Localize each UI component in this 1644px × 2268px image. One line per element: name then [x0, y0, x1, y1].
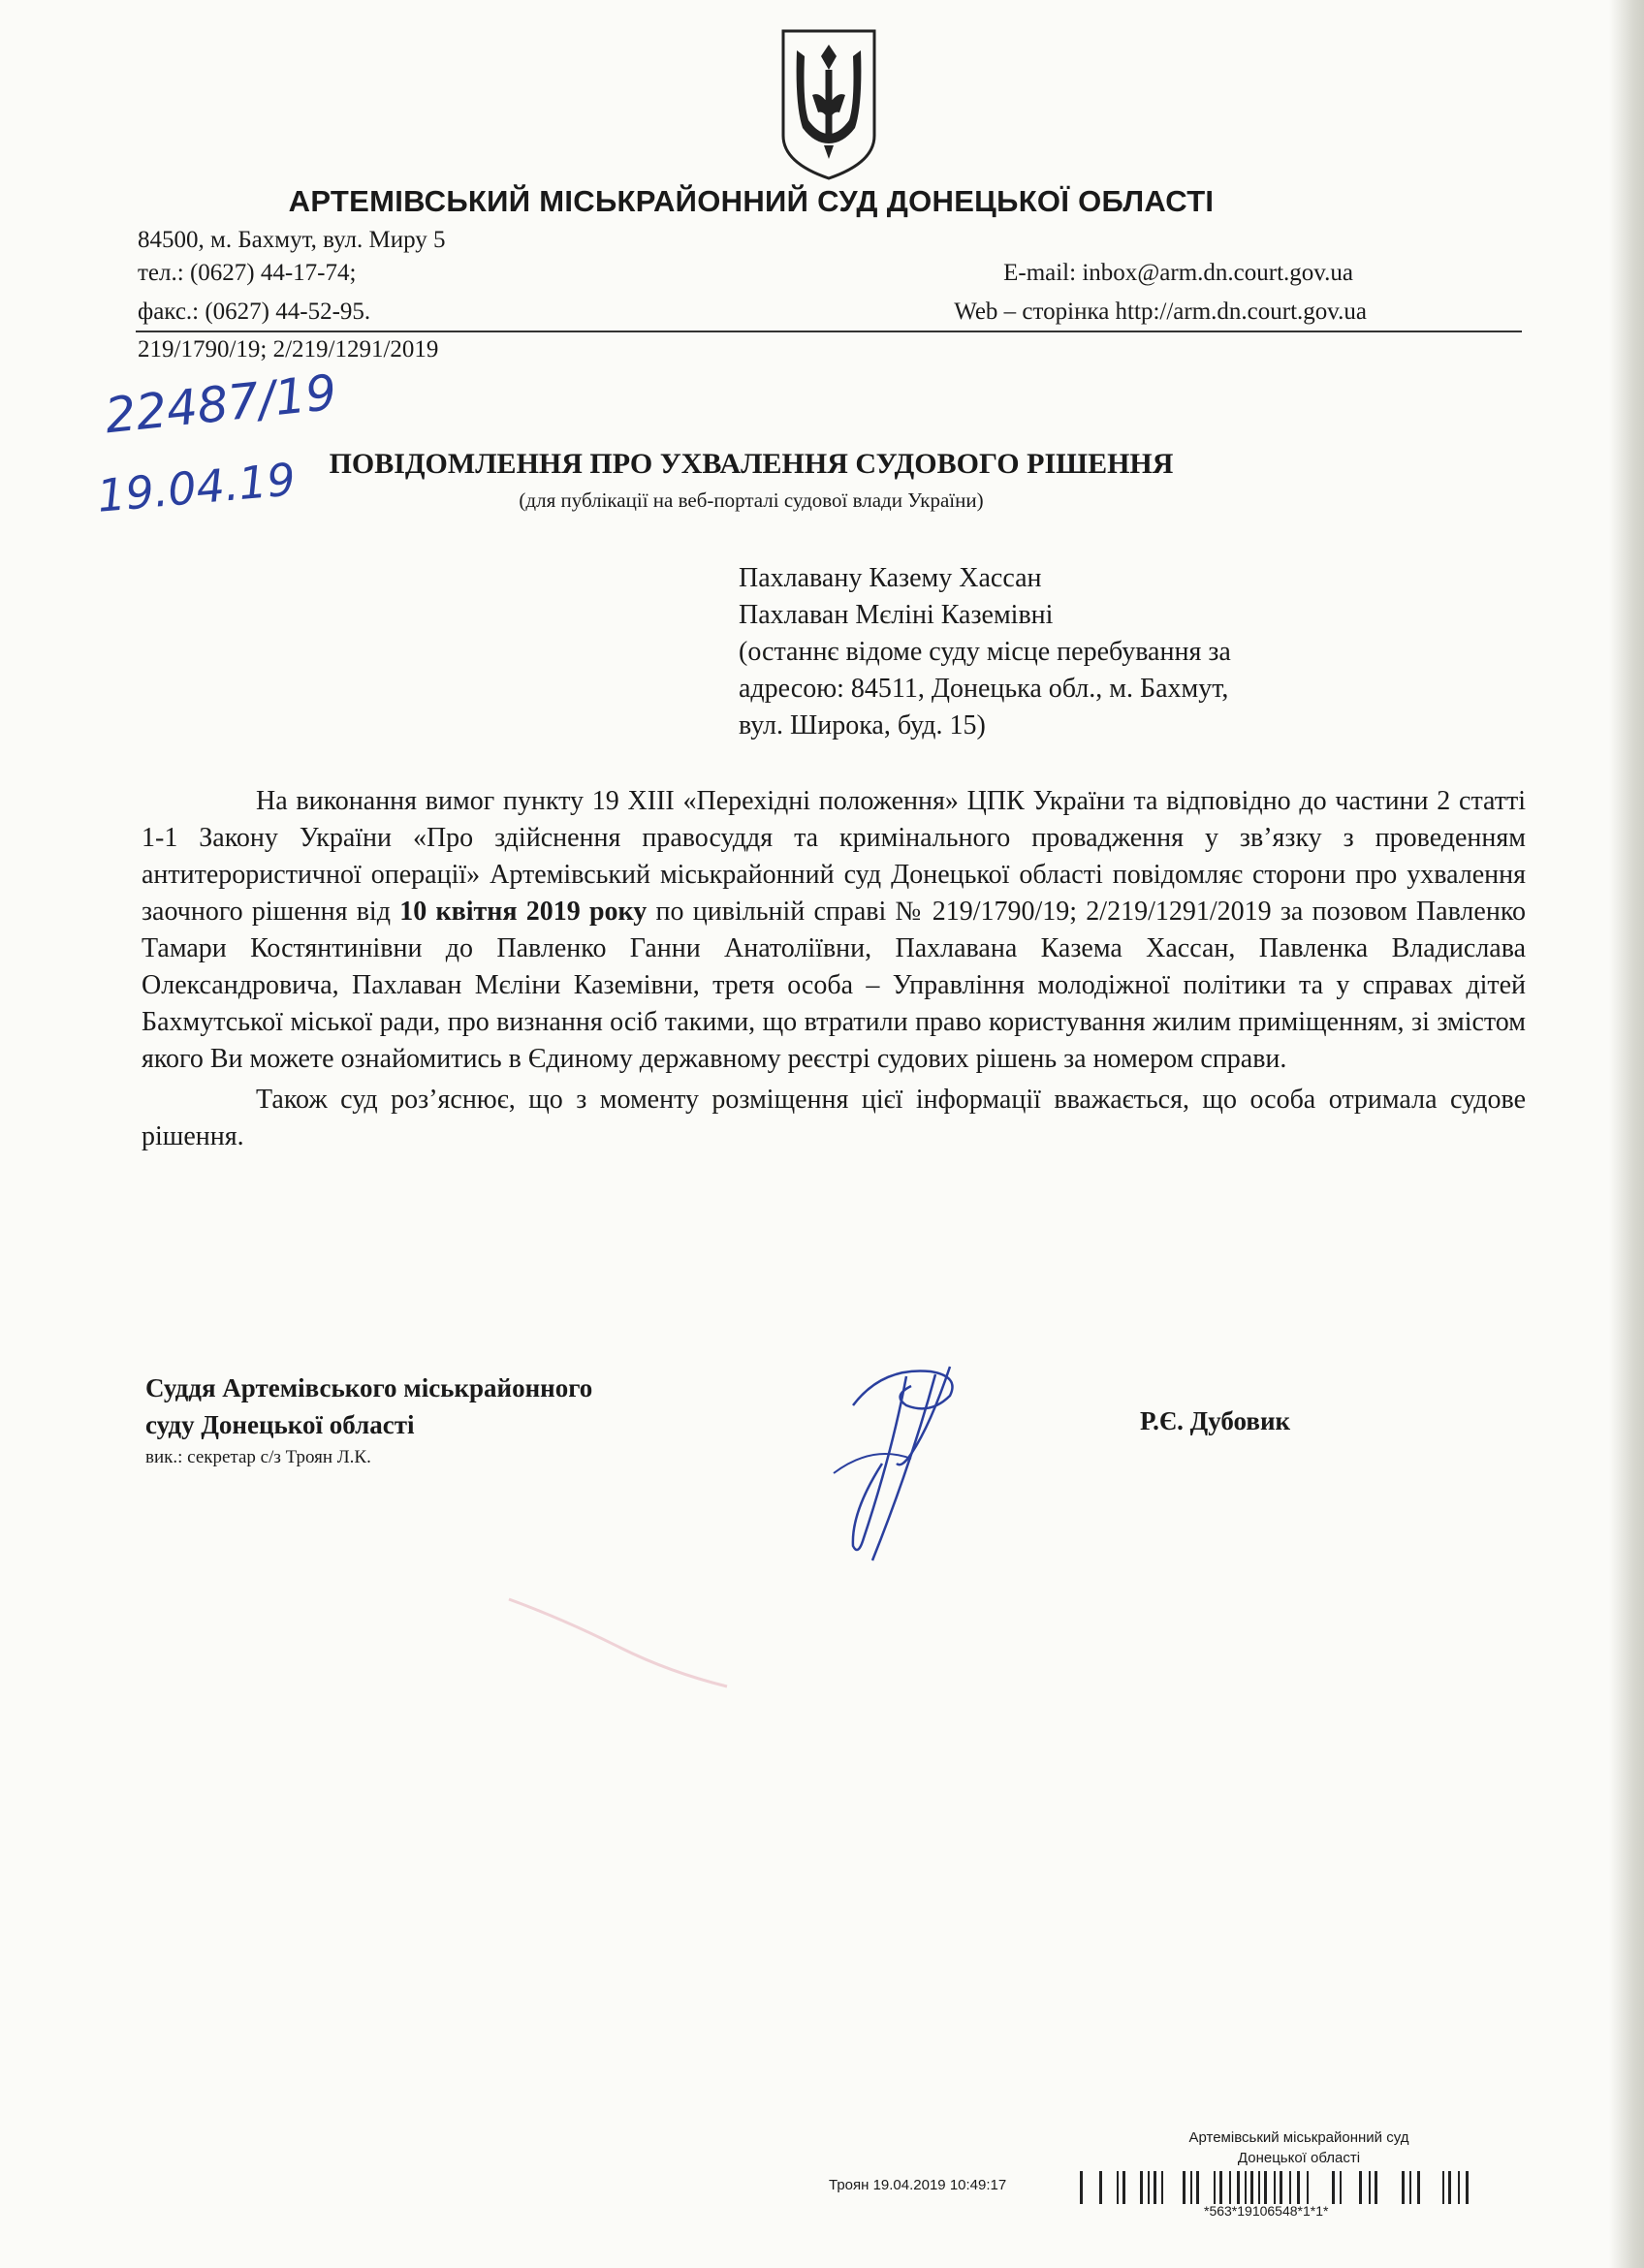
body-paragraph: Також суд роз’яснює, що з моменту розміщення цієї інформації вважається, що особа отримала судове рішення. — [142, 1085, 1526, 1151]
judge-role-line: Суддя Артемівського міськрайонного — [145, 1373, 593, 1402]
scan-edge-shadow — [1609, 0, 1644, 2268]
header-divider — [136, 331, 1522, 332]
body-text: На виконання вимог пункту 19 XIII «Перехідні положення» ЦПК України та відповідно до частини 2 статті 1-1 Закону України «Про здійснення правосуддя та кримінального провадження у зв’язку з проведенням антитерористичної операції» Артемівський міськрайонний суд Донецької області повідомляє сторони про ухвалення заочного рішення від — [142, 786, 1526, 927]
registration-stamp-court — [1149, 2127, 1449, 2168]
document-title: ПОВІДОМЛЕННЯ ПРО УХВАЛЕННЯ СУДОВОГО РІШЕННЯ — [329, 448, 1174, 480]
stamp-court-line: Артемівський міськрайонний суд — [1188, 2129, 1409, 2146]
scan-smudge — [504, 1590, 737, 1696]
document-subtitle: (для публікації на веб-порталі судової влади України) — [519, 488, 984, 512]
stamp-court-line: Донецької області — [1237, 2150, 1361, 2166]
trident-emblem-icon — [775, 27, 882, 182]
court-email: E-mail: inbox@arm.dn.court.gov.ua — [1003, 260, 1353, 286]
judge-name: Р.Є. Дубовик — [1140, 1406, 1291, 1435]
handwritten-registration-number: 22487/19 — [102, 363, 339, 445]
notice-body — [142, 783, 1526, 1155]
addressee-line: Пахлавану Казему Хассан — [739, 563, 1042, 593]
barcode-text: *563*19106548*1*1* — [1204, 2203, 1329, 2219]
body-paragraph — [142, 783, 1526, 1078]
case-numbers: 219/1790/19; 2/219/1291/2019 — [138, 336, 439, 362]
stamp-meta: Троян 19.04.2019 10:49:17 — [829, 2177, 1007, 2193]
addressee-line: вул. Широка, буд. 15) — [739, 710, 986, 740]
addressee-line: (останнє відоме суду місце перебування за — [739, 637, 1231, 667]
judge-role — [145, 1370, 592, 1443]
court-fax: факс.: (0627) 44-52-95. — [138, 299, 371, 325]
body-text: по цивільній справі № 219/1790/19; 2/219/1291/2019 за позовом Павленко Тамари Костянтинівни до Павленко Ганни Анатоліївни, Пахлавана Казема Хассан, Павленка Владислава Олександровича, Пахлаван Мєліни Каземівни, третя особа – Управління молодіжної політики та у справах дітей Бахмутської міської ради, про визнання осіб такими, що втратили право користування жилим приміщенням, зі змістом якого Ви можете ознайомитись в Єдиному державному реєстрі судових рішень за номером справи. — [142, 897, 1526, 1074]
judge-role-line: суду Донецької області — [145, 1410, 415, 1439]
court-website: Web – сторінка http://arm.dn.court.gov.ua — [954, 299, 1367, 325]
court-phone: тел.: (0627) 44-17-74; — [138, 260, 357, 286]
court-name: АРТЕМІВСЬКИЙ МІСЬКРАЙОННИЙ СУД ДОНЕЦЬКОЇ ОБЛАСТІ — [288, 184, 1215, 218]
addressee-line: адресою: 84511, Донецька обл., м. Бахмут, — [739, 674, 1229, 704]
addressee-line: Пахлаван Мєліні Каземівні — [739, 600, 1054, 630]
handwritten-signature-icon — [814, 1347, 979, 1570]
barcode-icon — [1078, 2171, 1533, 2204]
addressee-block — [739, 560, 1398, 744]
decision-date: 10 квітня 2019 року — [399, 897, 648, 927]
executor-note: вик.: секретар с/з Троян Л.К. — [145, 1447, 371, 1467]
handwritten-date: 19.04.19 — [95, 453, 298, 522]
court-address: 84500, м. Бахмут, вул. Миру 5 — [138, 227, 446, 253]
